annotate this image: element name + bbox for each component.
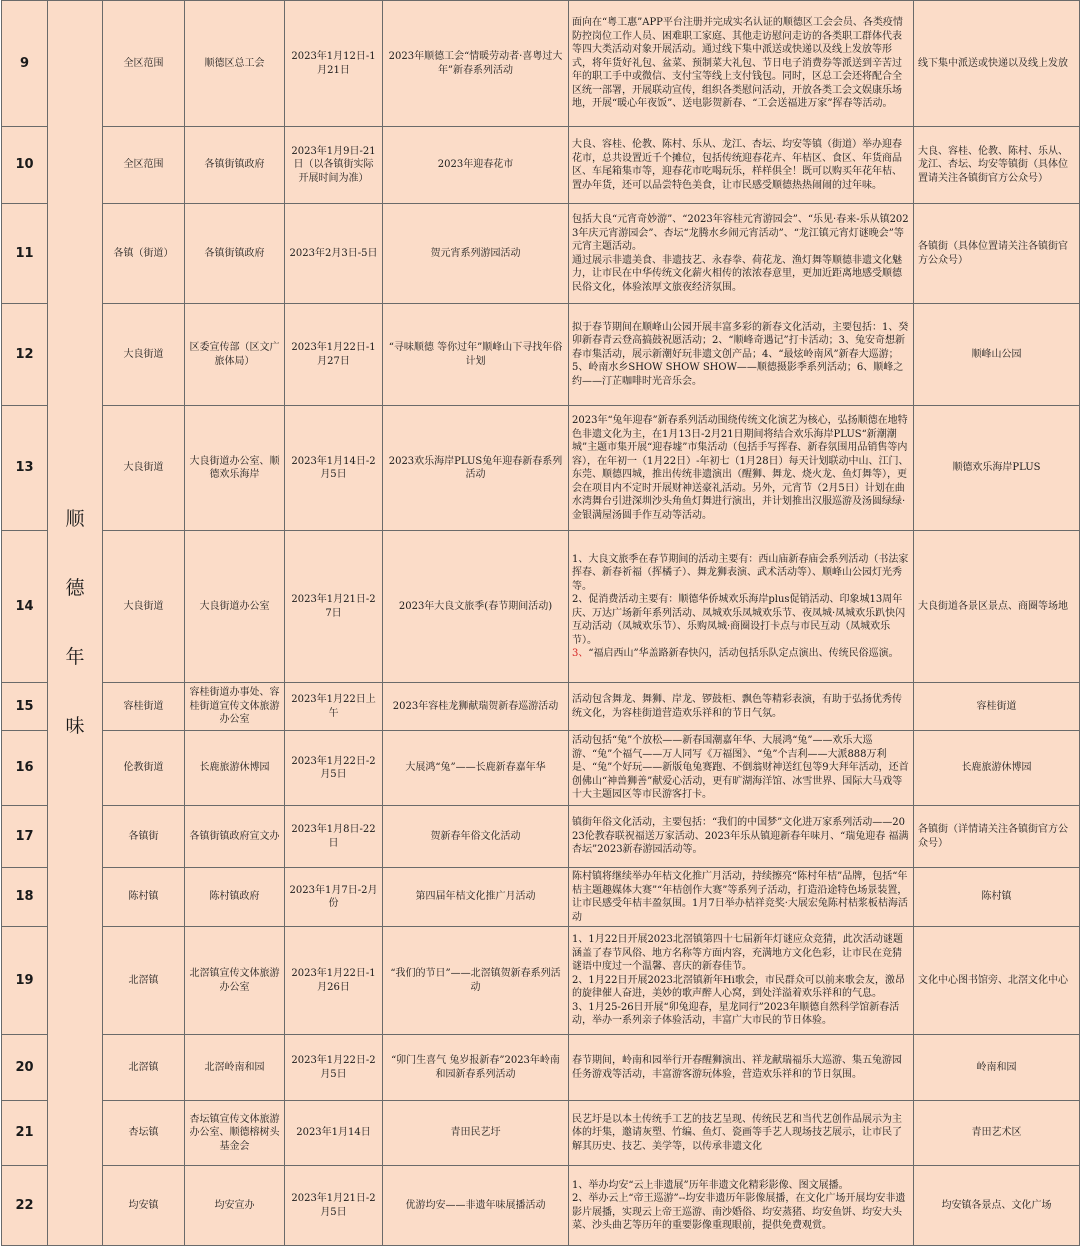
location-cell: 均安镇各景点、文化广场 [914, 1166, 1080, 1246]
description-line: 通过展示非遗美食、非遗技艺、永春拳、荷花龙、渔灯舞等顺德非遗文化魅力，让市民在中华传统文化薪火相传的浓浓春意里，更加近距离地感受顺德民俗文化，体验浓厚文旅夜经济氛围。 [572, 254, 902, 293]
location-cell: 顺德欢乐海岸PLUS [914, 406, 1080, 531]
description-cell [569, 731, 914, 806]
location-cell: 文化中心图书馆旁、北滘文化中心 [914, 927, 1080, 1035]
event-name-cell: 2023年容桂龙狮献瑞贺新春巡游活动 [383, 683, 569, 731]
description-cell [569, 1101, 914, 1166]
scope-cell: 北滘镇 [103, 1035, 185, 1101]
organizer-cell: 北滘镇宣传文体旅游办公室 [185, 927, 285, 1035]
location-cell: 青田艺术区 [914, 1101, 1080, 1166]
description-line: 2023年“兔年迎春”新春系列活动围绕传统文化演艺为核心，弘扬顺德在地特色非遗文化为主，在1月13日-2月21日期间将结合欢乐海岸PLUS“新潮潮城”主题市集开展“迎春墟”市集活动（包括手写挥春、新春氛围用品销售等内容），在年初一（1月22日）-年初七（1月28日）每天计划联动中山、江门、东莞、顺德四城，推出传统非遗演出（醒狮、舞龙、烧火龙、鱼灯舞等），更会在项目内不定时开展财神送豪礼活动。另外，元宵节（2月5日）计划在曲水湾舞台引进深圳沙头角鱼灯舞进行演出，并计划推出汉服巡游及汤圆绿绿·金银满屋汤圆手作互动等活动。 [572, 415, 909, 521]
description-cell [569, 531, 914, 683]
scope-cell: 均安镇 [103, 1166, 185, 1246]
description-line: 面向在“粤工惠”APP平台注册并完成实名认证的顺德区工会会员、各类疫情防控岗位工作人员、困难职工家庭、其他走访慰问走访的各类职工群体代表等四大类活动对象开展活动。通过线下集中派送或快递以及线上发放等形式，将年货好礼包、盆菜、预制菜大礼包、节日电子消费券等派送到辛苦过年的职工手中或微信、支付宝等线上支付钱包。同时，区总工会还将配合全区统一部署，开展联动宣传，组织各类慰问活动，开放各类工会文娱康乐场地，开展“暖心年夜饭”、送电影贺新春、“工会送福进万家”挥春等活动。 [572, 17, 903, 110]
organizer-cell: 顺德区总工会 [185, 1, 285, 127]
scope-cell: 大良街道 [103, 531, 185, 683]
row-number: 15 [2, 683, 48, 731]
description-line: 活动包括“兔”个放松——新春国潮嘉年华、大展鸿“兔”——欢乐大巡游、“兔”个福气——万人同写《万福图》、“兔”个吉利——大派888万利是、“兔”个好玩——新版龟兔赛跑、不倒翁财神送红包等9大拜年活动，还首创佛山“神兽狮善”献爱心活动，更有旷湖海洋馆、冰雪世界、国际大马戏等十大主题园区等市民游客打卡。 [572, 735, 909, 801]
row-number: 17 [2, 806, 48, 868]
row-number: 9 [2, 1, 48, 127]
table-row [2, 731, 1080, 806]
category-label [48, 510, 102, 736]
row-number: 20 [2, 1035, 48, 1101]
description-cell [569, 683, 914, 731]
events-table [1, 0, 1080, 1246]
table-row [2, 1101, 1080, 1166]
table-body [2, 1, 1080, 1246]
time-cell: 2023年1月21日-2月5日 [285, 1166, 383, 1246]
organizer-cell: 各镇街镇政府宣文办 [185, 806, 285, 868]
row-number: 22 [2, 1166, 48, 1246]
scope-cell: 伦教街道 [103, 731, 185, 806]
description-cell [569, 406, 914, 531]
table-row [2, 204, 1080, 304]
description-line: 陈村镇将继续举办年桔文化推广月活动，持续擦亮“陈村年桔”品牌，包括“年桔主题趣媒体大赛”“年桔创作大赛”等系列子活动，打造沿途特色场景装置，让市民感受年桔丰盈氛围。1月7日举办桔祥竞奖·大展宏兔陈村桔浆板桔海活动 [572, 871, 908, 923]
event-name-cell: 大展鸿“兔”——长鹿新春嘉年华 [383, 731, 569, 806]
scope-cell: 各镇（街道） [103, 204, 185, 304]
scope-cell: 全区范围 [103, 1, 185, 127]
time-cell: 2023年1月14日-2月5日 [285, 406, 383, 531]
location-cell: 容桂街道 [914, 683, 1080, 731]
organizer-cell: 大良街道办公室、顺德欢乐海岸 [185, 406, 285, 531]
event-name-cell: 2023年顺德工会“情暖劳动者·喜粤过大年”新春系列活动 [383, 1, 569, 127]
event-name-cell: 贺元宵系列游园活动 [383, 204, 569, 304]
description-line: 大良、容桂、伦教、陈村、乐从、龙江、杏坛、均安等镇（街道）举办迎春花市，总共设置近千个摊位，包括传统迎春花卉、年桔区、食区、年货商品区、车尾箱集市等，迎春花市吃喝玩乐，样样俱全！既可以购买年花年桔、置办年货，还可以品尝特色美食，让市民感受顺德热热闹闹的过年味。 [572, 139, 902, 191]
scope-cell: 全区范围 [103, 127, 185, 204]
location-cell: 大良街道各景区景点、商圈等场地 [914, 531, 1080, 683]
category-cell [48, 1, 103, 1246]
row-number: 18 [2, 868, 48, 927]
organizer-cell: 杏坛镇宣传文体旅游办公室、顺德榕树头基金会 [185, 1101, 285, 1166]
description-line: 1、大良文旅季在春节期间的活动主要有：西山庙新春庙会系列活动（书法家挥春、新春祈福（挥橘子）、舞龙狮表演、武术活动等）、顺峰山公园灯光秀等。 [572, 553, 909, 592]
time-cell: 2023年1月22日上午 [285, 683, 383, 731]
table-row [2, 1035, 1080, 1101]
row-number: 10 [2, 127, 48, 204]
time-cell: 2023年1月22日-2月5日 [285, 1035, 383, 1101]
table-row [2, 927, 1080, 1035]
description-cell [569, 1035, 914, 1101]
time-cell: 2023年1月22日-1月27日 [285, 304, 383, 406]
description-line: 2、促消费活动主要有：顺德华侨城欢乐海岸plus促销活动、印象城13周年庆、万达广场新年系列活动、凤城欢乐凤城欢乐节、夜凤城·凤城欢乐趴快闪互动活动（凤城欢乐节）、乐购凤城·商圈设打卡点与市民互动（凤城欢乐节）。 [572, 594, 906, 646]
time-cell: 2023年1月22日-1月26日 [285, 927, 383, 1035]
description-cell [569, 204, 914, 304]
organizer-cell: 大良街道办公室 [185, 531, 285, 683]
time-cell: 2023年1月22日-2月5日 [285, 731, 383, 806]
description-cell [569, 304, 914, 406]
location-cell: 顺峰山公园 [914, 304, 1080, 406]
row-number: 11 [2, 204, 48, 304]
scope-cell: 北滘镇 [103, 927, 185, 1035]
description-line: 镇街年俗文化活动，主要包括：“我们的中国梦”文化进万家系列活动——2023伦教春联祝福送万家活动、2023年乐从镇迎新春年味月、“瑞兔迎春 福满杏坛”2023新春游园活动等。 [572, 817, 909, 856]
organizer-cell: 容桂街道办事处、容桂街道宣传文体旅游办公室 [185, 683, 285, 731]
time-cell: 2023年1月12日-1月21日 [285, 1, 383, 127]
table-row [2, 806, 1080, 868]
description-cell [569, 927, 914, 1035]
table-row [2, 683, 1080, 731]
event-name-cell: 第四届年桔文化推广月活动 [383, 868, 569, 927]
category-char: 顺 [65, 508, 85, 530]
scope-cell: 各镇街 [103, 806, 185, 868]
table-row [2, 304, 1080, 406]
event-name-cell: 2023年迎春花市 [383, 127, 569, 204]
table-row [2, 531, 1080, 683]
scope-cell: 大良街道 [103, 406, 185, 531]
event-name-cell: “寻味顺德 等你过年”顺峰山下寻找年俗计划 [383, 304, 569, 406]
location-cell: 岭南和园 [914, 1035, 1080, 1101]
event-name-cell: 青田民艺圩 [383, 1101, 569, 1166]
row-number: 16 [2, 731, 48, 806]
description-line: 包括大良“元宵奇妙游”、“2023年容桂元宵游园会”、“乐见·春来-乐从镇2023年庆元宵游园会”、杏坛“龙腾水乡闹元宵活动”、“龙江镇元宵灯谜晚会”等元宵主题活动。 [572, 214, 909, 252]
table-row [2, 1166, 1080, 1246]
time-cell: 2023年1月9日-21日（以各镇街实际开展时间为准） [285, 127, 383, 204]
row-number: 19 [2, 927, 48, 1035]
location-cell: 各镇街（详情请关注各镇街官方公众号） [914, 806, 1080, 868]
time-cell: 2023年1月14日 [285, 1101, 383, 1166]
time-cell: 2023年1月21日-27日 [285, 531, 383, 683]
row-number: 13 [2, 406, 48, 531]
row-number: 14 [2, 531, 48, 683]
description-line: 2、1月22日开展2023北滘镇新年Hi歌会，市民群众可以前来歌会友，激昂的旋律催人奋进，美妙的歌声醉人心窝，到处洋溢着欢乐祥和的气息。 [572, 974, 905, 1000]
table-row [2, 406, 1080, 531]
category-char: 味 [65, 715, 85, 737]
event-name-cell: 优游均安——非遗年味展播活动 [383, 1166, 569, 1246]
description-text: “福启西山”华盖路新春快闪，活动包括乐队定点演出、传统民俗巡演。 [588, 648, 899, 659]
description-line: 3、1月25-26日开展“卯兔迎春，星龙同行”2023年顺德自然科学馆新春活动，举办一系列亲子体验活动，丰富广大市民的节日体验。 [572, 1001, 900, 1027]
location-cell: 陈村镇 [914, 868, 1080, 927]
organizer-cell: 各镇街镇政府 [185, 204, 285, 304]
organizer-cell: 区委宣传部（区文广旅体局） [185, 304, 285, 406]
organizer-cell: 长鹿旅游休博园 [185, 731, 285, 806]
scope-cell: 容桂街道 [103, 683, 185, 731]
organizer-cell: 北滘岭南和园 [185, 1035, 285, 1101]
event-name-cell: “卯门生喜气 兔岁报新春”2023年岭南和园新春系列活动 [383, 1035, 569, 1101]
description-line: 活动包含舞龙、舞狮、岸龙、锣鼓柜、飘色等精彩表演，有助于弘扬优秀传统文化，为容桂街道营造欢乐祥和的节日气氛。 [572, 694, 902, 719]
time-cell: 2023年2月3日-5日 [285, 204, 383, 304]
row-number: 12 [2, 304, 48, 406]
event-name-cell: 贺新春年俗文化活动 [383, 806, 569, 868]
description-line: 1、举办均安“云上非遗展”历年非遗文化精彩影像、图文展播。 [572, 1179, 849, 1191]
scope-cell: 陈村镇 [103, 868, 185, 927]
description-cell [569, 127, 914, 204]
description-line [572, 647, 910, 661]
description-line: 2、举办云上“帝王巡游”--均安非遗历年影像展播，在文化广场开展均安非遗影片展播，实现云上帝王巡游、南沙婚俗、均安蒸猪、均安鱼饼、均安大头菜、沙头曲艺等历年的重要影像重现眼前，提供免费观赏。 [572, 1193, 906, 1231]
event-name-cell: 2023年大良文旅季(春节期间活动) [383, 531, 569, 683]
description-line: 民艺圩是以本土传统手工艺的技艺呈现、传统民艺和当代艺创作品展示为主体的圩集，邀请灰塑、竹编、鱼灯、瓷画等手艺人现场技艺展示，让市民了解其历史、技艺、美学等，以传承非遗文化 [572, 1113, 902, 1152]
table-row [2, 1, 1080, 127]
description-line: 1、1月22日开展2023北滘镇第四十七届新年灯谜应众竞猜，此次活动谜题涵盖了春节风俗、地方名称等方面内容，充满地方文化色彩，让市民在竞猜谜语中度过一个温馨、喜庆的新春佳节。 [572, 934, 903, 973]
description-line: 春节期间，岭南和园举行开春醒狮演出、祥龙献瑞福乐大巡游、集五兔游园任务游戏等活动，丰富游客游玩体验，营造欢乐祥和的节日氛围。 [572, 1055, 902, 1080]
description-line: 拟于春节期间在顺峰山公园开展丰富多彩的新春文化活动，主要包括：1、癸卯新春青云登高搞鼓祝愿活动；2、“顺峰奇遇记”打卡活动；3、兔安奇想新春市集活动，展示新潮好玩非遗文创产品；4、“最炫岭南风”新春大巡游；5、岭南水乡SHOW SHOW SHOW——顺德摄影季系列活动；6、顺峰之约——汀芷咖啡时光音乐会。 [572, 321, 909, 387]
table-row [2, 127, 1080, 204]
description-cell [569, 868, 914, 927]
location-cell: 各镇街（具体位置请关注各镇街官方公众号） [914, 204, 1080, 304]
organizer-cell: 均安宣办 [185, 1166, 285, 1246]
category-char: 德 [65, 577, 85, 599]
location-cell: 长鹿旅游休博园 [914, 731, 1080, 806]
category-char: 年 [65, 646, 85, 668]
description-cell [569, 1, 914, 127]
description-cell [569, 806, 914, 868]
location-cell: 大良、容桂、伦教、陈村、乐从、龙江、杏坛、均安等镇街（具体位置请关注各镇街官方公众号） [914, 127, 1080, 204]
description-number-red: 3、 [572, 648, 589, 659]
event-name-cell: “我们的节日”——北滘镇贺新春系列活动 [383, 927, 569, 1035]
time-cell: 2023年1月8日-22日 [285, 806, 383, 868]
event-name-cell: 2023欢乐海岸PLUS兔年迎春新春系列活动 [383, 406, 569, 531]
time-cell: 2023年1月7日-2月份 [285, 868, 383, 927]
scope-cell: 大良街道 [103, 304, 185, 406]
organizer-cell: 各镇街镇政府 [185, 127, 285, 204]
table-row [2, 868, 1080, 927]
organizer-cell: 陈村镇政府 [185, 868, 285, 927]
scope-cell: 杏坛镇 [103, 1101, 185, 1166]
description-cell [569, 1166, 914, 1246]
row-number: 21 [2, 1101, 48, 1166]
location-cell: 线下集中派送或快递以及线上发放 [914, 1, 1080, 127]
